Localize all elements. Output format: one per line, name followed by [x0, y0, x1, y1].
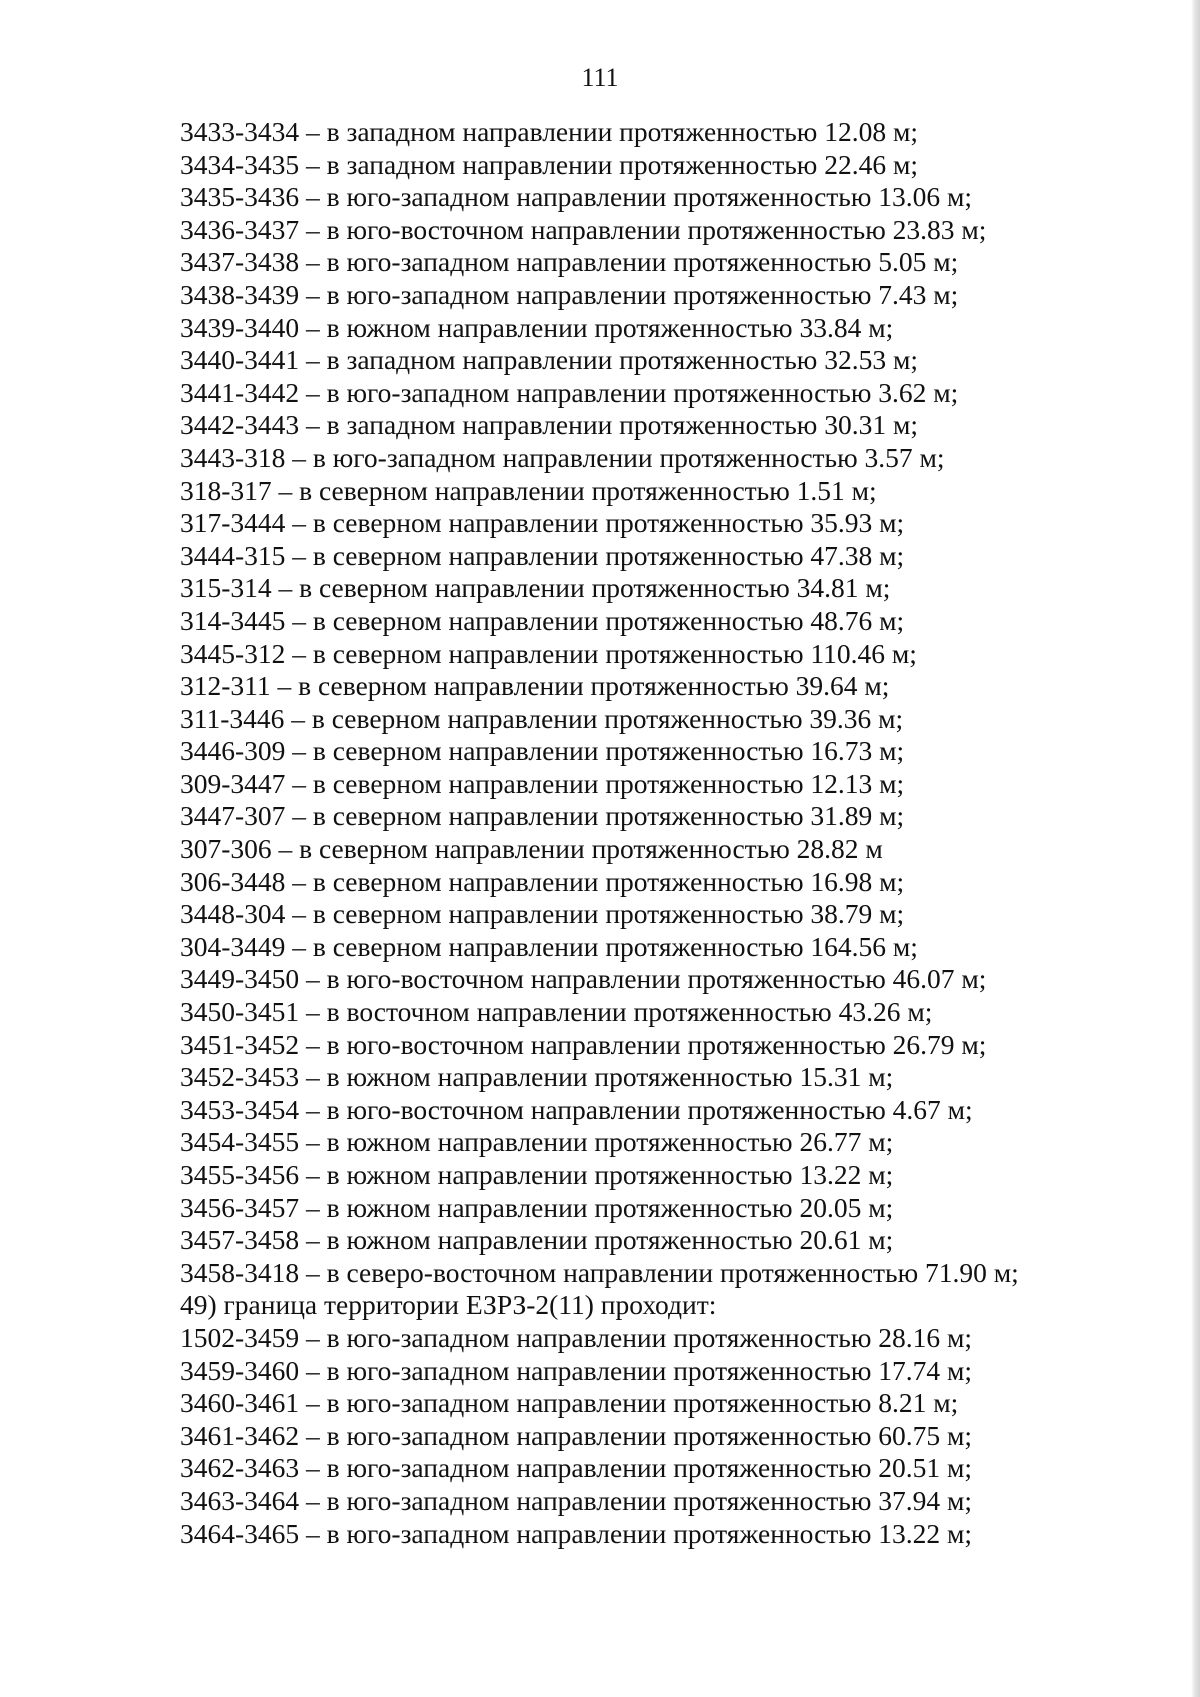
page-number: 111 [581, 63, 619, 92]
document-line: 304-3449 – в северном направлении протяженностью 164.56 м; [180, 930, 918, 962]
document-line: 3450-3451 – в восточном направлении протяженностью 43.26 м; [180, 996, 933, 1028]
document-line: 3447-307 – в северном направлении протяженностью 31.89 м; [180, 800, 905, 832]
document-line: 315-314 – в северном направлении протяженностью 34.81 м; [180, 572, 891, 604]
document-line: 312-311 – в северном направлении протяженностью 39.64 м; [180, 670, 890, 702]
document-line: 3439-3440 – в южном направлении протяженностью 33.84 м; [180, 311, 894, 343]
document-line: 306-3448 – в северном направлении протяженностью 16.98 м; [180, 865, 905, 897]
document-line: 3440-3441 – в западном направлении протяженностью 32.53 м; [180, 344, 919, 376]
document-line: 3458-3418 – в северо-восточном направлении протяженностью 71.90 м; [180, 1256, 1019, 1288]
document-line: 3436-3437 – в юго-восточном направлении протяженностью 23.83 м; [180, 213, 987, 245]
document-line: 3444-315 – в северном направлении протяженностью 47.38 м; [180, 539, 905, 571]
document-line: 3441-3442 – в юго-западном направлении протяженностью 3.62 м; [180, 376, 959, 408]
document-line: 3443-318 – в юго-западном направлении протяженностью 3.57 м; [180, 441, 945, 473]
document-line: 3454-3455 – в южном направлении протяженностью 26.77 м; [180, 1126, 894, 1158]
scan-edge [1191, 0, 1200, 1697]
document-line: 3452-3453 – в южном направлении протяженностью 15.31 м; [180, 1061, 894, 1093]
document-line: 3448-304 – в северном направлении протяженностью 38.79 м; [180, 898, 905, 930]
document-line: 3457-3458 – в южном направлении протяженностью 20.61 м; [180, 1224, 894, 1256]
document-line: 3451-3452 – в юго-восточном направлении протяженностью 26.79 м; [180, 1028, 987, 1060]
document-line: 3437-3438 – в юго-западном направлении протяженностью 5.05 м; [180, 246, 959, 278]
document-body [180, 116, 1080, 1550]
document-line: 311-3446 – в северном направлении протяженностью 39.36 м; [180, 702, 904, 734]
document-line: 3433-3434 – в западном направлении протяженностью 12.08 м; [180, 116, 919, 147]
document-line: 3438-3439 – в юго-западном направлении протяженностью 7.43 м; [180, 278, 959, 310]
document-line: 3445-312 – в северном направлении протяженностью 110.46 м; [180, 637, 917, 669]
document-line: 3462-3463 – в юго-западном направлении протяженностью 20.51 м; [180, 1452, 973, 1484]
document-line: 307-306 – в северном направлении протяженностью 28.82 м [180, 833, 883, 865]
document-line: 1502-3459 – в юго-западном направлении протяженностью 28.16 м; [180, 1321, 973, 1353]
document-line: 3464-3465 – в юго-западном направлении протяженностью 13.22 м; [180, 1517, 973, 1549]
document-line: 3456-3457 – в южном направлении протяженностью 20.05 м; [180, 1191, 894, 1223]
document-line: 318-317 – в северном направлении протяженностью 1.51 м; [180, 474, 877, 506]
document-line: 3453-3454 – в юго-восточном направлении протяженностью 4.67 м; [180, 1093, 973, 1125]
document-line: 3460-3461 – в юго-западном направлении протяженностью 8.21 м; [180, 1387, 959, 1419]
document-line: 3459-3460 – в юго-западном направлении протяженностью 17.74 м; [180, 1354, 973, 1386]
document-line: 3455-3456 – в южном направлении протяженностью 13.22 м; [180, 1159, 894, 1190]
document-line: 3446-309 – в северном направлении протяженностью 16.73 м; [180, 735, 905, 767]
document-line: 317-3444 – в северном направлении протяженностью 35.93 м; [180, 507, 905, 539]
document-line: 314-3445 – в северном направлении протяженностью 48.76 м; [180, 604, 905, 636]
document-line: 309-3447 – в северном направлении протяженностью 12.13 м; [180, 767, 905, 799]
document-line: 3463-3464 – в юго-западном направлении протяженностью 37.94 м; [180, 1484, 973, 1516]
document-line: 3434-3435 – в западном направлении протяженностью 22.46 м; [180, 148, 919, 180]
document-line: 3435-3436 – в юго-западном направлении протяженностью 13.06 м; [180, 181, 973, 213]
section-heading: 49) граница территории ЕЗРЗ-2(11) проходит: [180, 1289, 717, 1321]
document-line: 3461-3462 – в юго-западном направлении протяженностью 60.75 м; [180, 1419, 973, 1451]
document-line: 3449-3450 – в юго-восточном направлении протяженностью 46.07 м; [180, 963, 987, 995]
document-line: 3442-3443 – в западном направлении протяженностью 30.31 м; [180, 409, 919, 441]
